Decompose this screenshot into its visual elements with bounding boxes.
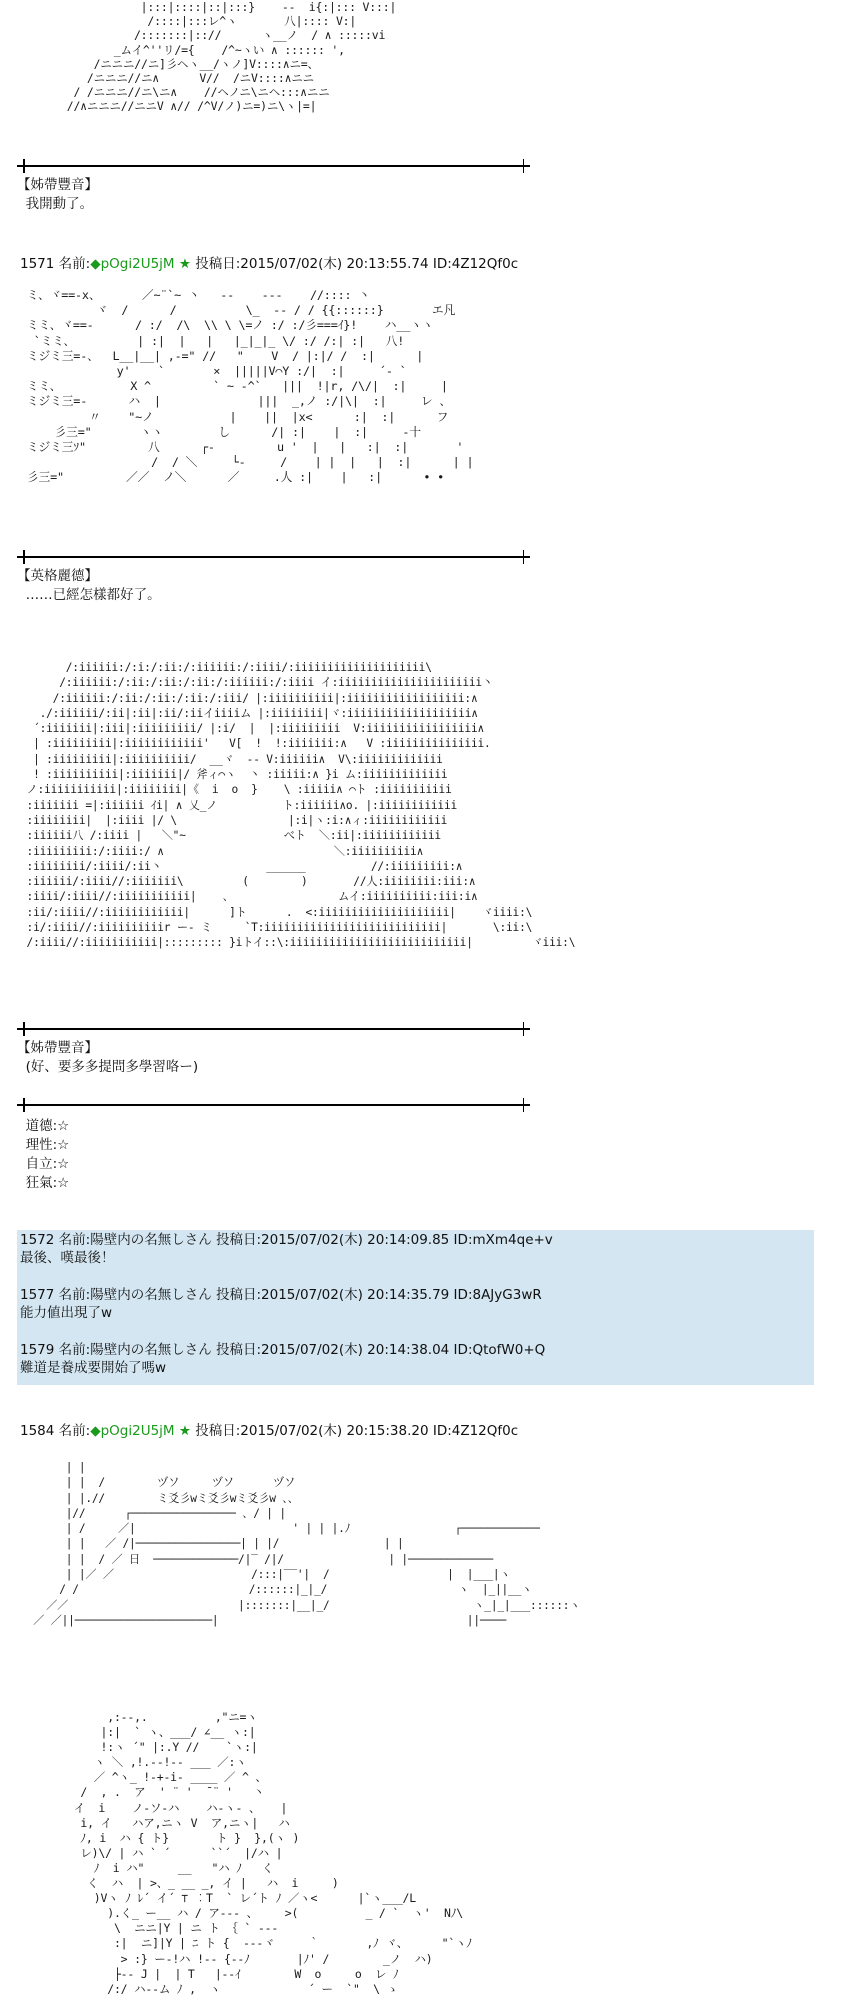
post-number: 1571	[20, 256, 55, 272]
dialogue-line: 我開動了。	[17, 196, 94, 212]
divider	[17, 1104, 530, 1106]
speaker-name: 【英格麗德】	[17, 568, 98, 584]
reply-item	[17, 1267, 814, 1322]
reply-body: 難道是養成要開始了嗎w	[20, 1360, 167, 1376]
divider	[17, 556, 530, 558]
reply-body: 能力値出現了w	[20, 1305, 113, 1321]
reply-body: 最後、嘆最後！	[20, 1250, 115, 1266]
reply-item	[17, 1230, 814, 1267]
ascii-art-block-3: /:iiiiii:/:i:/:ii:/:iiiiii:/:iiii/:iiiiiiiiiiiiiiiiiiii\ /:iiiiii:/:ii:/:ii:/:ii:/:iiiiii:/:iiii イ:iiiiiiiiiiiiiiiiiiiiii丶 /:iiiiii:/:ii:/:ii:/:ii:/:iii/ |:iiiiiiiiii|:iiiiiiiiiiiiiiiiii:∧ ./:iiiiii/:ii|:ii|:ii/:iiイiiiiム |:iiiiiiii|ヾ:iiiiiiiiiiiiiiiiiii∧ ´:iiiiiii|:iii|:iiiiiiiii/ |:i/ | |:iiiiiiiii V:iiiiiiiiiiiiiiiii∧ | :iiiiiiiii|:iiiiiiiiiiii' V[ ! !:iiiiiii:∧ V :iiiiiiiiiiiiiii. | :iiiiiiiii|:iiiiiiiiii/ __ヾ -- V:iiiiii∧ V\:iiiiiiiiiiiii ! :iiiiiiiiii|:iiiiiii|/ 斧ィ⌒ヽ 丶 :iiiii:∧ }i ム:iiiiiiiiiiiii ノ:iiiiiiiiiii|:iiiiiiii|《 i o } \ :iiiii∧ ⌒ト :iiiiiiiiiii :iiiiiii =|:iiiiii ｲi| ∧ 乂_ノ ト:iiiiii∧o. |:iiiiiiiiiiii :iiiiiiii| |:iiii |/ \ |:i|ヽ:i:∧ィ:iiiiiiiiiiii :iiiiii八 /:iiii | ＼"~ べト ＼:ii|:iiiiiiiiiiii :iiiiiiiii:/:iiii:/ ∧ ＼:iiiiiiiiii∧ :iiiiiiii/:iiii/:ii丶 ______ //:iiiiiiiii:∧ :iiiiii/:iiii//:iiiiiii\ ( ) //人:iiiiiiii:iii:∧ :iiii/:iiii//:iiiiiiiiiii| 、 ムイ:iiiiiiiiii:iii:i∧ :ii/:iiii//:iiiiiiiiiiii| ]ト . <:iiiiiiiiiiiiiiiiiiii| ヾiiii:\ :i/:iiii//:iiiiiiiiiir ー‐ ミ `T:iiiiiiiiiiiiiiiiiiiiiiiiiii| \:ii:\ /:iiii//:iiiiiiiiiii|::::::::: }iトイ::\:iiiiiiiiiiiiiiiiiiiiiiiiiii| ヾiii:\	[26, 661, 576, 950]
dialogue-line: ……已經怎樣都好了。	[17, 587, 161, 603]
reply-header: 1572 名前:陽壁内の名無しさん 投稿日:2015/07/02(木) 20:14:09.85 ID:mXm4qe+v	[20, 1232, 553, 1248]
reply-header: 1579 名前:陽壁内の名無しさん 投稿日:2015/07/02(木) 20:14:38.04 ID:QtofW0+Q	[20, 1342, 546, 1358]
speaker-name: 【姊帶豐音】	[17, 177, 98, 193]
ascii-art-desk: | | | | / ヅソ ヅソ ヅソ | |.// ミ爻彡wミ爻彡wミ爻彡w 、、 |// ┌──────────────── 、/ | | | / ／| ' | | |.ﾉ ┌──────────── | | ／ /|────────────────| | |/ | | | | / ／ 日 ─────────────/|‾ /|/ | |───────────── | |／ ／ /:::|‾‾'| / | |___|ヽ / / /::::::|_|_/ ヽ |_||__ヽ ／／ |:::::::|__|_/ ヽ_|_|___::::::ヽ ／ ／||─────────────────────| ||────	[33, 1461, 581, 1627]
tripcode-link[interactable]: ◆pOgi2U5jM	[90, 1423, 175, 1439]
ascii-art-chibi: ,:--,. ,"ニ=ヽ |:| ` ヽ、___/ ∠__ ヽ:| !:ヽ ´" |:.Y // `ヽ:| ヽ ＼ ,!.-‐!-- ___ ／:ヽ ／ ^ヽ_ !-+-i- ____ ／ ^ 、 / , . ア ' ¨ ' ̄ ¨ ' 丶 イ i ノ-ソ-ハ ハ-ヽ- 、 | i, イ ハア,ニヽ V ア,ニヽ| ハ ﾉ, i ハ { ト} ト } },(ヽ ) レ)\/ | ハ ` ´ ``´ |/ハ | ﾉ i ハ" __ "ハ ﾉ く く ハ | >、_ __ _, イ | ハ i ) )Vヽ ﾉ ﾚ´ イ´ ⊤ ︰T ` レ´ト ﾉ ／ヽ< |`ヽ___/L ).く_ ー__ ハ / ア--- 、 >( _ / ` ヽ' Nﾉ\ \ ニニ|Y | ニ ト ｛ ` --- :| ニ]|Y | ﾆ ト { ---ヾ ｀ ,ﾉ ヾ、 "`ヽﾉ > :} ー‐!ハ !-‐ {--ﾉ |ﾉ' / _ノ ハ) ├-‐ J | | T |--ｲ W o o レ ﾉ /:/ ハ--ム ﾉ , ヽ ´ ー `" \ ゝ	[73, 1710, 472, 1996]
name-label: 名前:	[54, 256, 91, 272]
replies-box	[17, 1230, 814, 1385]
divider	[17, 165, 530, 167]
stat-morality: 道德:☆	[17, 1118, 70, 1134]
reply-item	[17, 1322, 814, 1377]
post-header-1571	[20, 255, 518, 273]
post-meta: 投稿日:2015/07/02(木) 20:15:38.20 ID:4Z12Qf0c	[190, 1423, 519, 1439]
speaker-name: 【姊帶豐音】	[17, 1040, 98, 1056]
star-icon: ★	[174, 1423, 191, 1439]
divider	[17, 1028, 530, 1030]
post-header-1584	[20, 1422, 518, 1440]
name-label: 名前:	[54, 1423, 91, 1439]
stat-independence: 自立:☆	[17, 1156, 70, 1172]
post-meta: 投稿日:2015/07/02(木) 20:13:55.74 ID:4Z12Qf0c	[190, 256, 519, 272]
post-number: 1584	[20, 1423, 55, 1439]
tripcode-link[interactable]: ◆pOgi2U5jM	[90, 256, 175, 272]
ascii-art-1571: ミ、ヾ==-x、 ／~¨`~ 丶 -- --- //:::: 丶 ヾ / / \_ -- / / {{::::::} エ凡 ミミ、ヾ==- / :/ /\ \\ \ \=ノ :/ :/彡===ｲ}! ハ__ヽヽ `ミミ、 | :| | | |_|_|_ \/ :/ /:| :| 八! ミジミ三=-、 L__|__| ,-=" // " V / |:|/ / :| | y' ` × |||||V⌒Y :/| :| ´- ` ミミ、 X ^ ` ~ -^` ||| !|r, /\/| :| | ミジミ三=- ハ | ||| _,ノ :/|\| :| レ 、 〃 "~ノ | || |x< :| :| フ 彡三=" ヽヽ し /| :| | :| -十 ミジミ三ｿ" 八 ┌- u ' | | :| :| ' / / ＼ └- / | | | | :| | | 彡三=" ／／ ノ＼ ／ .人 :| | :| • •	[26, 288, 474, 485]
ascii-art-block-1: |:::|::::|::|:::} -- i{:|::: V:::| /::::|:::レ^ヽ 八|:::: V:| /:::::::|::// ヽ__ノ / ∧ :::::vi _ムイ^''リ/={ /^~ヽい ∧ :::::: ', /ニニニ//ニ]彡ヘヽ__/ヽノ]V::::∧ニ=、 /ニニニ//ニ∧ V// /ニV::::∧ニニ / /ニニニ//ニ\ニ∧ //ヘノニ\ニヘ:::∧ニニ //∧ニニニ//ニニV ∧// /^V/ノ)ニ=)ニ\ヽ|=|	[66, 0, 397, 114]
stat-reason: 理性:☆	[17, 1137, 70, 1153]
reply-header: 1577 名前:陽壁内の名無しさん 投稿日:2015/07/02(木) 20:14:35.79 ID:8AJyG3wR	[20, 1287, 542, 1303]
star-icon: ★	[174, 256, 191, 272]
dialogue-line: (好、要多多提問多學習咯ー)	[17, 1059, 199, 1075]
stat-madness: 狂氣:☆	[17, 1175, 70, 1191]
